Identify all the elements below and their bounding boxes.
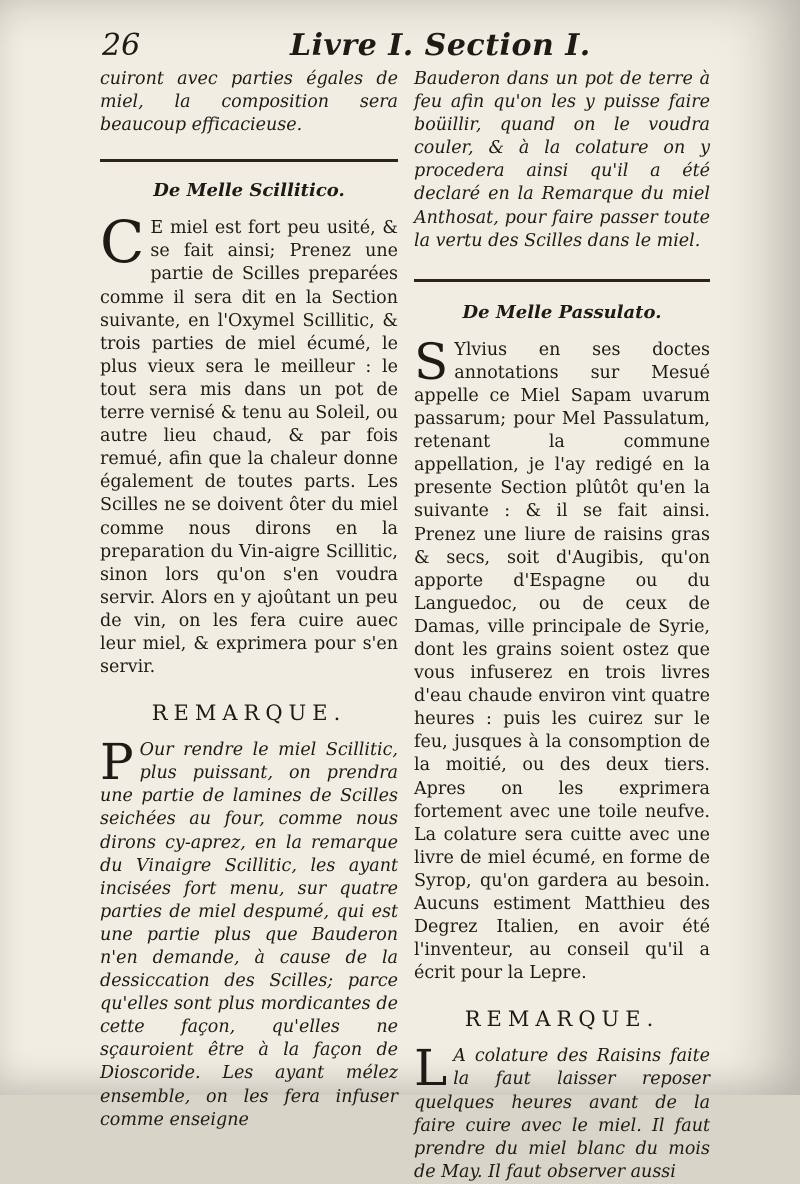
remarque-body-right <box>414 1039 710 1184</box>
remarque-text: A colature des Raisins faite la faut laisser reposer quelques heures avant de la faire cuire avec le miel. Il faut prendre du miel blanc du mois de May. Il faut observer aussi <box>414 1046 710 1182</box>
page-header <box>100 28 700 72</box>
remarque-body-left <box>100 733 398 1132</box>
remarque-text: Our rendre le miel Scillitic, plus puissant, on prendra une partie de lamines de Scilles seichées au four, comme nous dirons cy-aprez, en la remarque du Vinaigre Scillitic, les ayant incisées fort menu, sur quatre parties de miel despumé, qui est une partie plus que Bauderon n'en demande, à cause de la dessiccation des Scilles; parce qu'elles sont plus mordicantes de cette façon, qu'elles ne sçauroient être à la façon de Dioscoride. Les ayant mélez ensemble, on les fera infuser comme enseigne <box>100 740 398 1130</box>
left-column <box>100 68 398 1132</box>
right-top-paragraph: Bauderon dans un pot de terre à feu afin qu'on les y puisse faire boüillir, quand on le voudra couler, & à la colature on y procedera ainsi qu'il a été declaré en la Remarque du miel Anthosat, pour faire passer toute la vertu des Scilles dans le miel. <box>414 69 710 251</box>
section-body-passulato <box>414 332 710 986</box>
page-number: 26 <box>102 28 141 63</box>
section-title-scillitico: De Melle Scillitico. <box>153 180 345 202</box>
running-title: Livre I. Section I. <box>290 28 591 63</box>
remarque-heading: REMARQUE. <box>464 1007 660 1032</box>
section-body-scillitico <box>100 208 398 679</box>
section-body-text: Ylvius en ses doctes annotations sur Mesué appelle ce Miel Sapam uvarum passarum; pour Mel Passulatum, retenant la commune appellation, je l'ay redigé en la presente Section plûtôt qu'en la suivante : & il se fait ainsi. Prenez une liure de raisins gras & secs, soit d'Augibis, qu'on apporte d'Espagne ou du Languedoc, ou de ceux de Damas, ville principale de Syrie, dont les grains soient ostez que vous infuserez en trois livres d'eau chaude environ vint quatre heures : puis les cuirez sur le feu, jusques à la consomption de la moitié, ou des deux tiers. Apres on les exprimera fortement avec une toile neufve. La colature sera cuitte avec une livre de miel écumé, en forme de Syrop, qu'on gardera au besoin. Aucuns estiment Matthieu des Degrez Italien, en avoir été l'inventeur, au conseil qu'il a écrit pour la Lepre. <box>414 339 710 984</box>
drop-cap-letter: P <box>100 733 134 792</box>
left-top-paragraph: cuiront avec parties égales de miel, la composition sera beaucoup efficacieuse. <box>100 69 398 136</box>
section-body-text: E miel est fort peu usité, & se fait ainsi; Prenez une partie de Scilles preparées comme il sera dit en la Section suivante, en l'Oxymel Scillitic, & trois parties de miel écumé, le plus vieux sera le meilleur : le tout sera mis dans un pot de terre vernisé & tenu au Soleil, ou autre lieu chaud, & par fois remué, afin que la chaleur donne également de toutes parts. Les Scilles ne se doivent ôter du miel comme nous dirons en la preparation du Vin-aigre Scillitic, sinon lors qu'on s'en voudra servir. Alors en y ajoûtant un peu de vin, on les fera cuire auec leur miel, & exprimera pour s'en servir. <box>100 218 398 678</box>
section-divider <box>100 159 398 162</box>
drop-cap-letter: S <box>414 332 449 391</box>
drop-cap-letter: C <box>100 208 145 277</box>
remarque-heading: REMARQUE. <box>151 701 347 726</box>
section-title-passulato: De Melle Passulato. <box>462 301 662 323</box>
section-divider <box>414 279 710 282</box>
drop-cap-letter: L <box>414 1039 448 1098</box>
right-column <box>414 68 710 1184</box>
